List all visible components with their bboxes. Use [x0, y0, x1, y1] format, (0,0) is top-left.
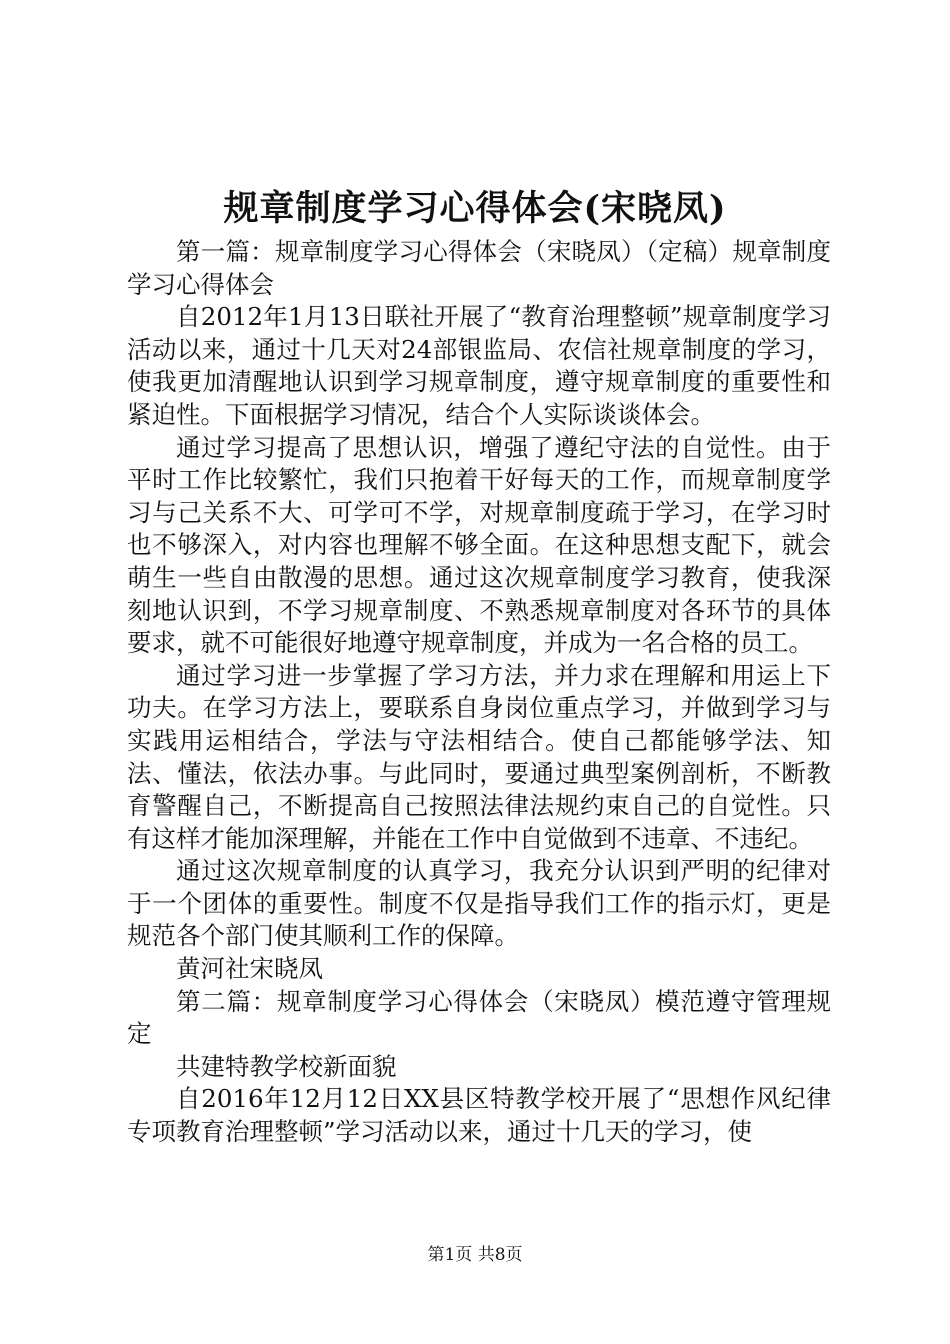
paragraph-subtitle: 共建特教学校新面貌	[176, 1051, 397, 1081]
page-footer: 第1页 共8页	[427, 1245, 523, 1265]
paragraph-awareness: 通过学习提高了思想认识，增强了遵纪守法的自觉性。由于平时工作比较繁忙，我们只抱着干好每天的工作，而规章制度学习与己关系不大、可学可不学，对规章制度疏于学习，在学习时也不够深入，对内容也理解不够全面。在这种思想支配下，就会萌生一些自由散漫的思想。通过这次规章制度学习教育，使我深刻地认识到，不学习规章制度、不熟悉规章制度对各环节的具体要求，就不可能很好地遵守规章制度，并成为一名合格的员工。	[127, 432, 831, 658]
document-title: 规章制度学习心得体会(宋晓凤)	[223, 188, 727, 229]
paragraph-method: 通过学习进一步掌握了学习方法，并力求在理解和用运上下功夫。在学习方法上，要联系自身岗位重点学习，并做到学习与实践用运相结合，学法与守法相结合。使自己都能够学法、知法、懂法，依法办事。与此同时，要通过典型案例剖析，不断教育警醒自己，不断提高自己按照法律法规约束自己的自觉性。只有这样才能加深理解，并能在工作中自觉做到不违章、不违纪。	[127, 660, 831, 853]
paragraph-part-two-heading: 第二篇：规章制度学习心得体会（宋晓凤）模范遵守管理规定	[127, 986, 831, 1049]
paragraph-intro: 自2012年1月13日联社开展了“教育治理整顿”规章制度学习活动以来，通过十几天对24部银监局、农信社规章制度的学习，使我更加清醒地认识到学习规章制度，遵守规章制度的重要性和紧迫性。下面根据学习情况，结合个人实际谈谈体会。	[127, 302, 831, 429]
author-signature: 黄河社宋晓凤	[176, 954, 323, 984]
paragraph-conclusion: 通过这次规章制度的认真学习，我充分认识到严明的纪律对于一个团体的重要性。制度不仅是指导我们工作的指示灯，更是规范各个部门使其顺利工作的保障。	[127, 856, 831, 951]
paragraph-part-one-heading: 第一篇：规章制度学习心得体会（宋晓凤）（定稿）规章制度学习心得体会	[127, 237, 831, 299]
paragraph-part-two-intro: 自2016年12月12日XX县区特教学校开展了“思想作风纪律专项教育治理整顿”学习活动以来，通过十几天的学习，使	[127, 1084, 831, 1147]
document-body	[127, 236, 831, 1149]
